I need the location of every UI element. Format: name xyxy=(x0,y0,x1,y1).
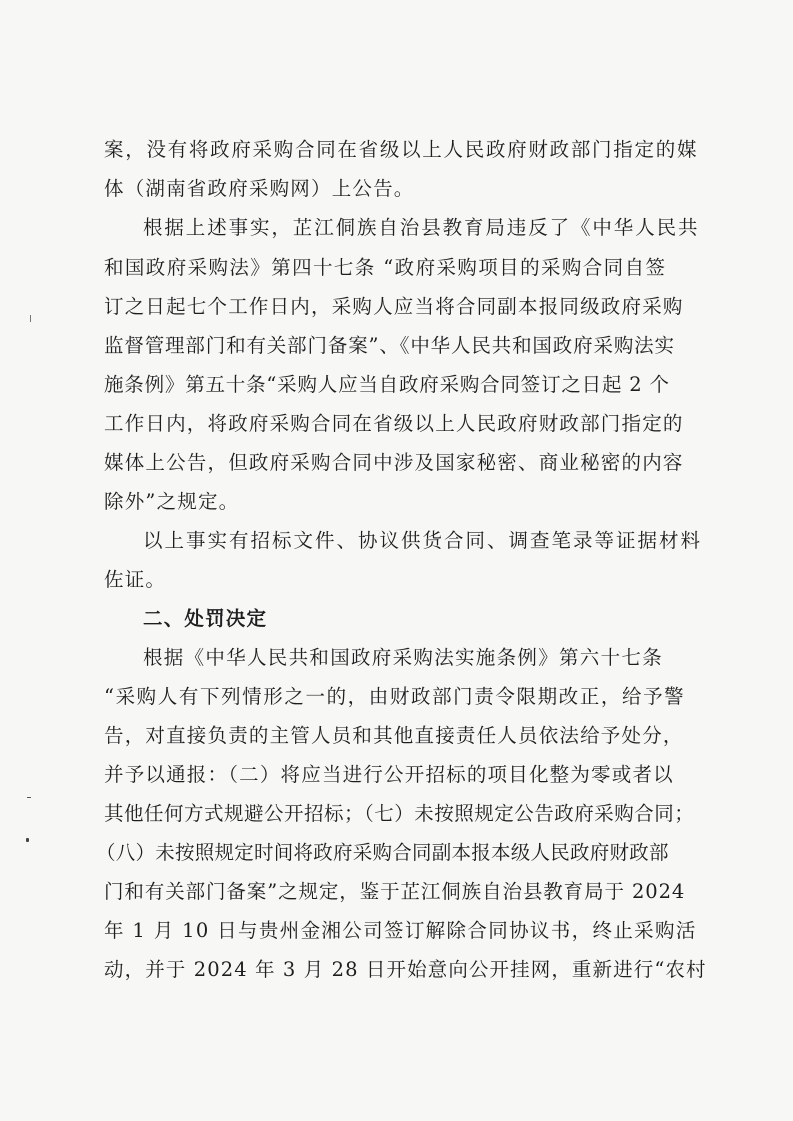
paragraph-line xyxy=(0,564,793,596)
paragraph-line xyxy=(0,681,793,713)
section-heading-text: 二、处罚决定 xyxy=(143,607,268,630)
paragraph-line xyxy=(0,642,793,674)
paragraph-line xyxy=(0,134,793,166)
paragraph-line xyxy=(0,447,793,479)
paragraph-line xyxy=(0,408,793,440)
paragraph-line xyxy=(0,759,793,791)
paragraph-line xyxy=(0,212,793,244)
scan-artifact-mark xyxy=(27,797,31,800)
line-text: 门和有关部门备案”之规定，鉴于芷江侗族自治县教育局于 2024 xyxy=(104,880,686,903)
line-text: 体（湖南省政府采购网）上公告。 xyxy=(104,177,415,200)
line-text: “采购人有下列情形之一的，由财政部门责令限期改正，给予警 xyxy=(104,685,686,708)
paragraph-line xyxy=(0,915,793,947)
line-text: 案，没有将政府采购合同在省级以上人民政府财政部门指定的媒 xyxy=(104,138,699,161)
line-text: 监督管理部门和有关部门备案”、《中华人民共和国政府采购法实 xyxy=(104,334,675,357)
paragraph-line xyxy=(0,252,793,284)
line-text: 年 1 月 10 日与贵州金湘公司签订解除合同协议书，终止采购活 xyxy=(104,919,697,942)
line-text: 根据上述事实，芷江侗族自治县教育局违反了《中华人民共 xyxy=(143,216,700,239)
line-text: 告，对直接负责的主管人员和其他直接责任人员依法给予处分， xyxy=(104,724,684,747)
line-text: 除外”之规定。 xyxy=(104,490,240,513)
line-text: 订之日起七个工作日内，采购人应当将合同副本报同级政府采购 xyxy=(104,295,684,318)
line-text: 根据《中华人民共和国政府采购法实施条例》第六十七条 xyxy=(143,646,664,669)
scan-artifact-mark xyxy=(30,315,34,322)
line-text: 佐证。 xyxy=(104,568,167,591)
line-text: 工作日内，将政府采购合同在省级以上人民政府财政部门指定的 xyxy=(104,412,684,435)
scan-artifact-mark xyxy=(26,838,29,842)
paragraph-line xyxy=(0,486,793,518)
paragraph-line xyxy=(0,173,793,205)
section-heading xyxy=(0,603,793,635)
paragraph-line xyxy=(0,330,793,362)
line-text: 动，并于 2024 年 3 月 28 日开始意向公开挂网，重新进行“农村 xyxy=(104,958,707,981)
paragraph-line xyxy=(0,876,793,908)
line-text: 媒体上公告，但政府采购合同中涉及国家秘密、商业秘密的内容 xyxy=(104,451,684,474)
line-text: （八）未按照规定时间将政府采购合同副本报本级人民政府财政部 xyxy=(96,841,669,864)
line-text: 并予以通报：（二）将应当进行公开招标的项目化整为零或者以 xyxy=(104,763,674,786)
line-text: 其他任何方式规避公开招标；（七）未按照规定公告政府采购合同； xyxy=(104,802,695,825)
paragraph-line xyxy=(0,798,793,830)
line-text: 施条例》第五十条“采购人应当自政府采购合同签订之日起 2 个 xyxy=(104,373,670,396)
line-text: 以上事实有招标文件、协议供货合同、调查笔录等证据材料 xyxy=(143,529,703,552)
paragraph-line xyxy=(0,369,793,401)
paragraph-line xyxy=(0,720,793,752)
line-text: 和国政府采购法》第四十七条 “政府采购项目的采购合同自签 xyxy=(104,256,667,279)
paragraph-line xyxy=(0,837,793,869)
paragraph-line xyxy=(0,291,793,323)
paragraph-line xyxy=(0,525,793,557)
paragraph-line xyxy=(0,954,793,986)
